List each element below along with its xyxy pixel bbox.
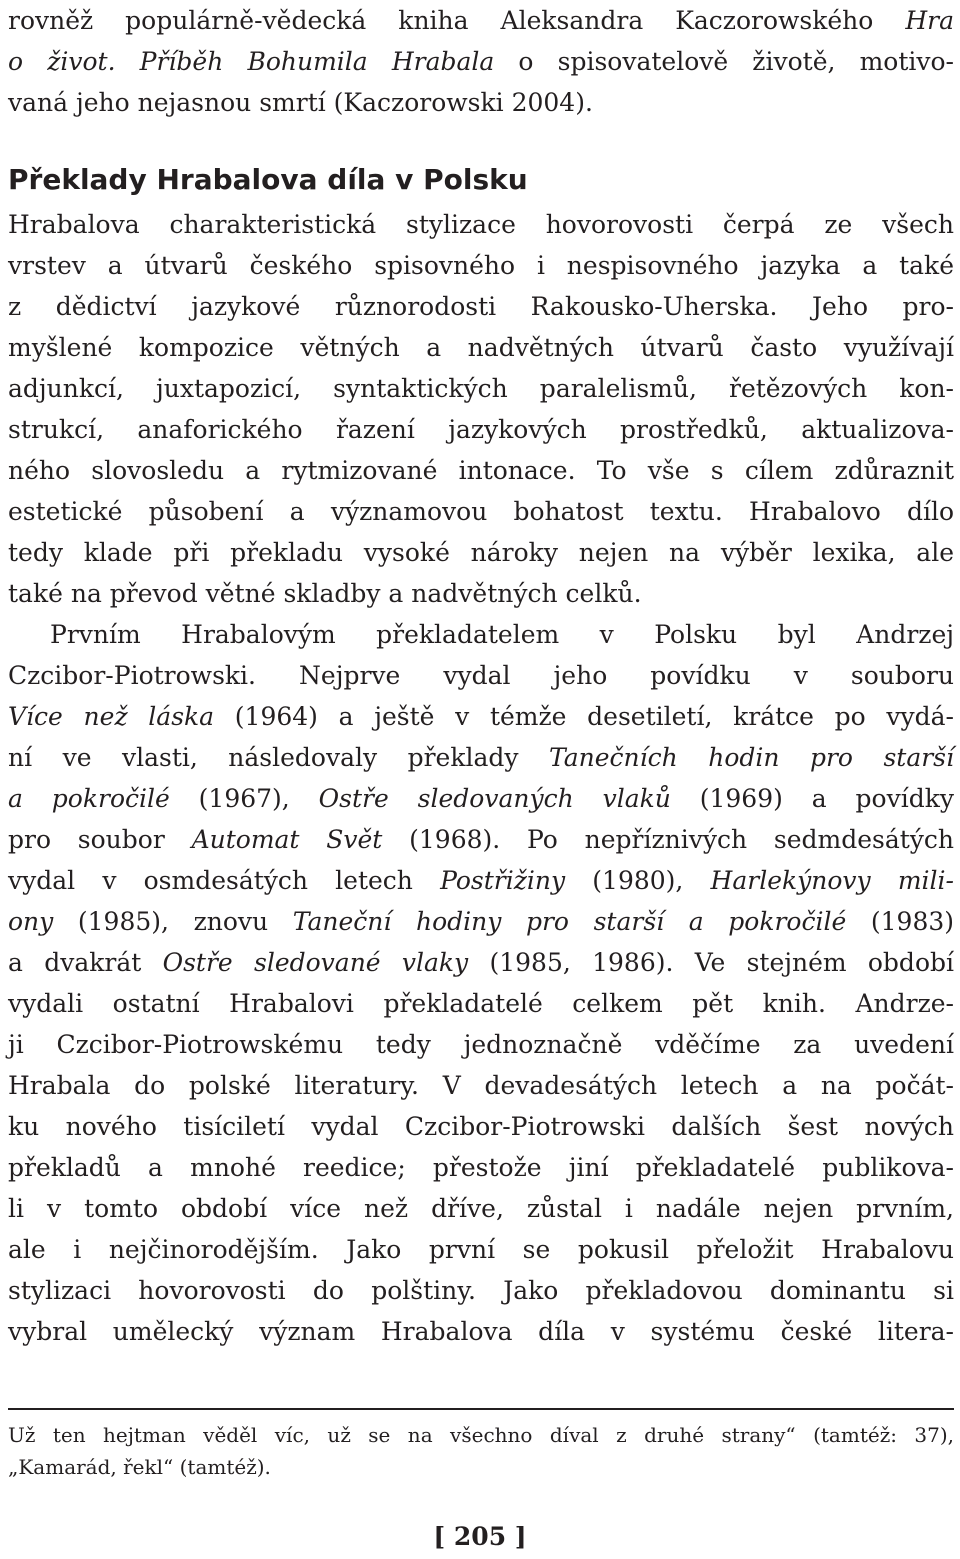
footnote-line: Už ten hejtman věděl víc, už se na všechno díval z druhé strany“ (tamtéž: 37), bbox=[8, 1423, 954, 1447]
text-line: Czcibor-Piotrowski. Nejprve vydal jeho povídku v souboru bbox=[8, 661, 954, 690]
book-title: Taneční hodiny pro starší a pokročilé bbox=[292, 907, 847, 936]
text-line bbox=[8, 0, 954, 41]
text-line: ku nového tisíciletí vydal Czcibor-Piotrowski dalších šest nových bbox=[8, 1112, 954, 1141]
text-line: estetické působení a významovou bohatost textu. Hrabalovo dílo bbox=[8, 497, 954, 526]
text-run: (1985), znovu bbox=[53, 907, 293, 936]
text-run: rovněž populárně-vědecká kniha Aleksandra Kaczorowského bbox=[8, 6, 906, 35]
text-line: adjunkcí, juxtapozicí, syntaktických paralelismů, řetězových kon- bbox=[8, 374, 954, 403]
text-run: (1967), bbox=[169, 784, 319, 813]
book-title: Automat Svět bbox=[191, 825, 383, 854]
text-run: a dvakrát bbox=[8, 948, 163, 977]
text-line: myšlené kompozice větných a nadvětných útvarů často využívají bbox=[8, 333, 954, 362]
text-line: vybral umělecký význam Hrabalova díla v systému české litera- bbox=[8, 1317, 954, 1346]
text-line bbox=[8, 41, 954, 82]
text-line bbox=[8, 942, 954, 983]
text-run: (1968). Po nepříznivých sedmdesátých bbox=[382, 825, 954, 854]
text-line: strukcí, anaforického řazení jazykových prostředků, aktualizova- bbox=[8, 415, 954, 444]
text-run: (1969) a povídky bbox=[670, 784, 954, 813]
footnote-line: „Kamarád, řekl“ (tamtéž). bbox=[8, 1455, 271, 1479]
text-run: (1983) bbox=[846, 907, 955, 936]
text-line: Prvním Hrabalovým překladatelem v Polsku byl Andrzej bbox=[50, 620, 954, 649]
text-run: ní ve vlasti, následovaly překlady bbox=[8, 743, 550, 772]
book-title: Postřižiny bbox=[440, 866, 566, 895]
text-line bbox=[8, 819, 954, 860]
book-title: Harlekýnovy mili- bbox=[710, 866, 954, 895]
text-run: pro soubor bbox=[8, 825, 192, 854]
text-line: z dědictví jazykové různorodosti Rakousko-Uherska. Jeho pro- bbox=[8, 292, 954, 321]
text-line: ji Czcibor-Piotrowskému tedy jednoznačně vděčíme za uvedení bbox=[8, 1030, 954, 1059]
book-title: Více než láska bbox=[8, 702, 215, 731]
text-line: překladů a mnohé reedice; přestože jiní překladatelé publikova- bbox=[8, 1153, 954, 1182]
book-title: Tanečních hodin pro starší bbox=[549, 743, 954, 772]
text-line: Hrabala do polské literatury. V devadesátých letech a na počát- bbox=[8, 1071, 954, 1100]
text-line: vydali ostatní Hrabalovi překladatelé celkem pět knih. Andrze- bbox=[8, 989, 954, 1018]
footnote-divider bbox=[8, 1408, 954, 1410]
text-line: li v tomto období více než dříve, zůstal i nadále nejen prvním, bbox=[8, 1194, 954, 1223]
section-heading: Překlady Hrabalova díla v Polsku bbox=[8, 163, 528, 196]
text-line bbox=[8, 696, 954, 737]
text-line bbox=[8, 737, 954, 778]
text-line: také na převod větné skladby a nadvětných celků. bbox=[8, 579, 642, 608]
book-title: Hra bbox=[905, 6, 954, 35]
text-run: o spisovatelově životě, motivo- bbox=[494, 47, 954, 76]
text-line: vrstev a útvarů českého spisovného i nespisovného jazyka a také bbox=[8, 251, 954, 280]
book-title: ony bbox=[8, 907, 54, 936]
text-line: ale i nejčinorodějším. Jako první se pokusil přeložit Hrabalovu bbox=[8, 1235, 954, 1264]
text-line bbox=[8, 901, 954, 942]
text-line: ného slovosledu a rytmizované intonace. To vše s cílem zdůraznit bbox=[8, 456, 954, 485]
book-title: Ostře sledovaných vlaků bbox=[318, 784, 671, 813]
text-line: Hrabalova charakteristická stylizace hovorovosti čerpá ze všech bbox=[8, 210, 954, 239]
text-line: vaná jeho nejasnou smrtí (Kaczorowski 2004). bbox=[8, 88, 593, 117]
page-number: [ 205 ] bbox=[433, 1522, 527, 1551]
text-run: (1964) a ještě v témže desetiletí, krátce po vydá- bbox=[214, 702, 954, 731]
text-run: (1985, 1986). Ve stejném období bbox=[468, 948, 954, 977]
book-title: o život. Příběh Bohumila Hrabala bbox=[8, 47, 495, 76]
text-run: (1980), bbox=[565, 866, 711, 895]
text-line bbox=[8, 778, 954, 819]
book-title: Ostře sledované vlaky bbox=[162, 948, 469, 977]
text-line: tedy klade při překladu vysoké nároky nejen na výběr lexika, ale bbox=[8, 538, 954, 567]
text-run: vydal v osmdesátých letech bbox=[8, 866, 441, 895]
book-title: a pokročilé bbox=[8, 784, 170, 813]
text-line bbox=[8, 860, 954, 901]
text-line: stylizaci hovorovosti do polštiny. Jako překladovou dominantu si bbox=[8, 1276, 954, 1305]
